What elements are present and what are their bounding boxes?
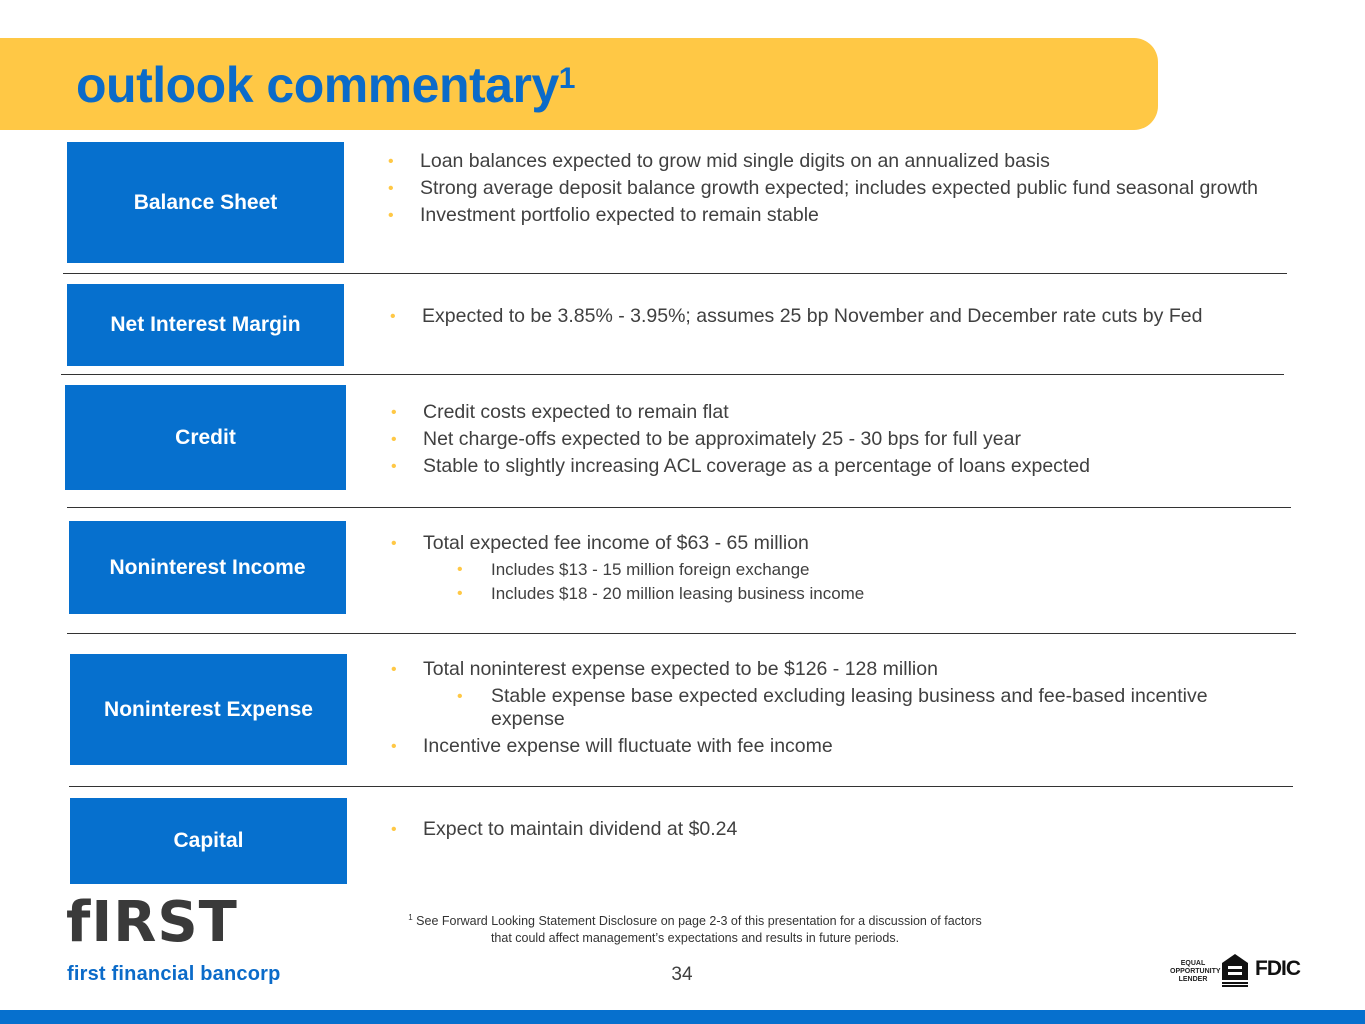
net-interest-margin-bullets	[386, 305, 1286, 332]
page-number: 34	[671, 964, 693, 985]
section-label-noninterest-income: Noninterest Income	[69, 521, 346, 614]
bullet-item: • Stable to slightly increasing ACL coverage as a percentage of loans expected	[387, 455, 1267, 478]
footnote: $^1$ See Forward Looking Statement Disclosure on page 2-3 of this presentation for a discussion of factors that could affect management’s expectations and results in future periods.	[408, 913, 982, 946]
bullet-item: • Total expected fee income of $63 - 65 million	[387, 532, 1267, 555]
section-label-noninterest-expense: Noninterest Expense	[70, 654, 347, 765]
fdic-icon: FDIC	[1255, 957, 1300, 980]
bullet-item: • Expected to be 3.85% - 3.95%; assumes 25 bp November and December rate cuts by Fed	[386, 305, 1286, 328]
bullet-item: • Loan balances expected to grow mid single digits on an annualized basis	[384, 150, 1264, 173]
sub-bullet-item: • Includes $13 - 15 million foreign exchange	[387, 559, 1267, 580]
section-divider	[63, 273, 1287, 274]
capital-bullets	[387, 818, 1267, 845]
noninterest-expense-bullets	[387, 658, 1267, 762]
bullet-item: • Expect to maintain dividend at $0.24	[387, 818, 1267, 841]
equal-opportunity-lender-badge: EQUAL OPPORTUNITY LENDER	[1170, 960, 1221, 983]
company-name: first financial bancorp	[67, 963, 281, 985]
company-logo-wordmark: fIRST	[66, 890, 238, 955]
bullet-item: • Investment portfolio expected to remain stable	[384, 204, 1264, 227]
section-label-balance-sheet: Balance Sheet	[67, 142, 344, 263]
bottom-brand-bar	[0, 1010, 1365, 1024]
sub-bullet-item: • Stable expense base expected excluding leasing business and fee-based incentive expense	[387, 685, 1267, 731]
equal-housing-lender-icon	[1220, 952, 1250, 988]
section-divider	[69, 786, 1293, 787]
bullet-item: • Net charge-offs expected to be approximately 25 - 30 bps for full year	[387, 428, 1267, 451]
page-title: outlook commentary$^1$	[76, 57, 575, 113]
credit-bullets	[387, 401, 1267, 482]
bullet-item: • Incentive expense will fluctuate with fee income	[387, 735, 1267, 758]
section-divider	[67, 633, 1296, 634]
section-divider	[61, 374, 1284, 375]
balance-sheet-bullets	[384, 150, 1264, 231]
section-label-credit: Credit	[65, 385, 346, 490]
bullet-item: • Strong average deposit balance growth expected; includes expected public fund seasonal growth	[384, 177, 1264, 200]
bullet-item: • Total noninterest expense expected to be $126 - 128 million	[387, 658, 1267, 681]
section-divider	[67, 507, 1291, 508]
section-label-capital: Capital	[70, 798, 347, 884]
section-label-net-interest-margin: Net Interest Margin	[67, 284, 344, 366]
noninterest-income-bullets	[387, 532, 1267, 607]
sub-bullet-item: • Includes $18 - 20 million leasing business income	[387, 583, 1267, 604]
bullet-item: • Credit costs expected to remain flat	[387, 401, 1267, 424]
